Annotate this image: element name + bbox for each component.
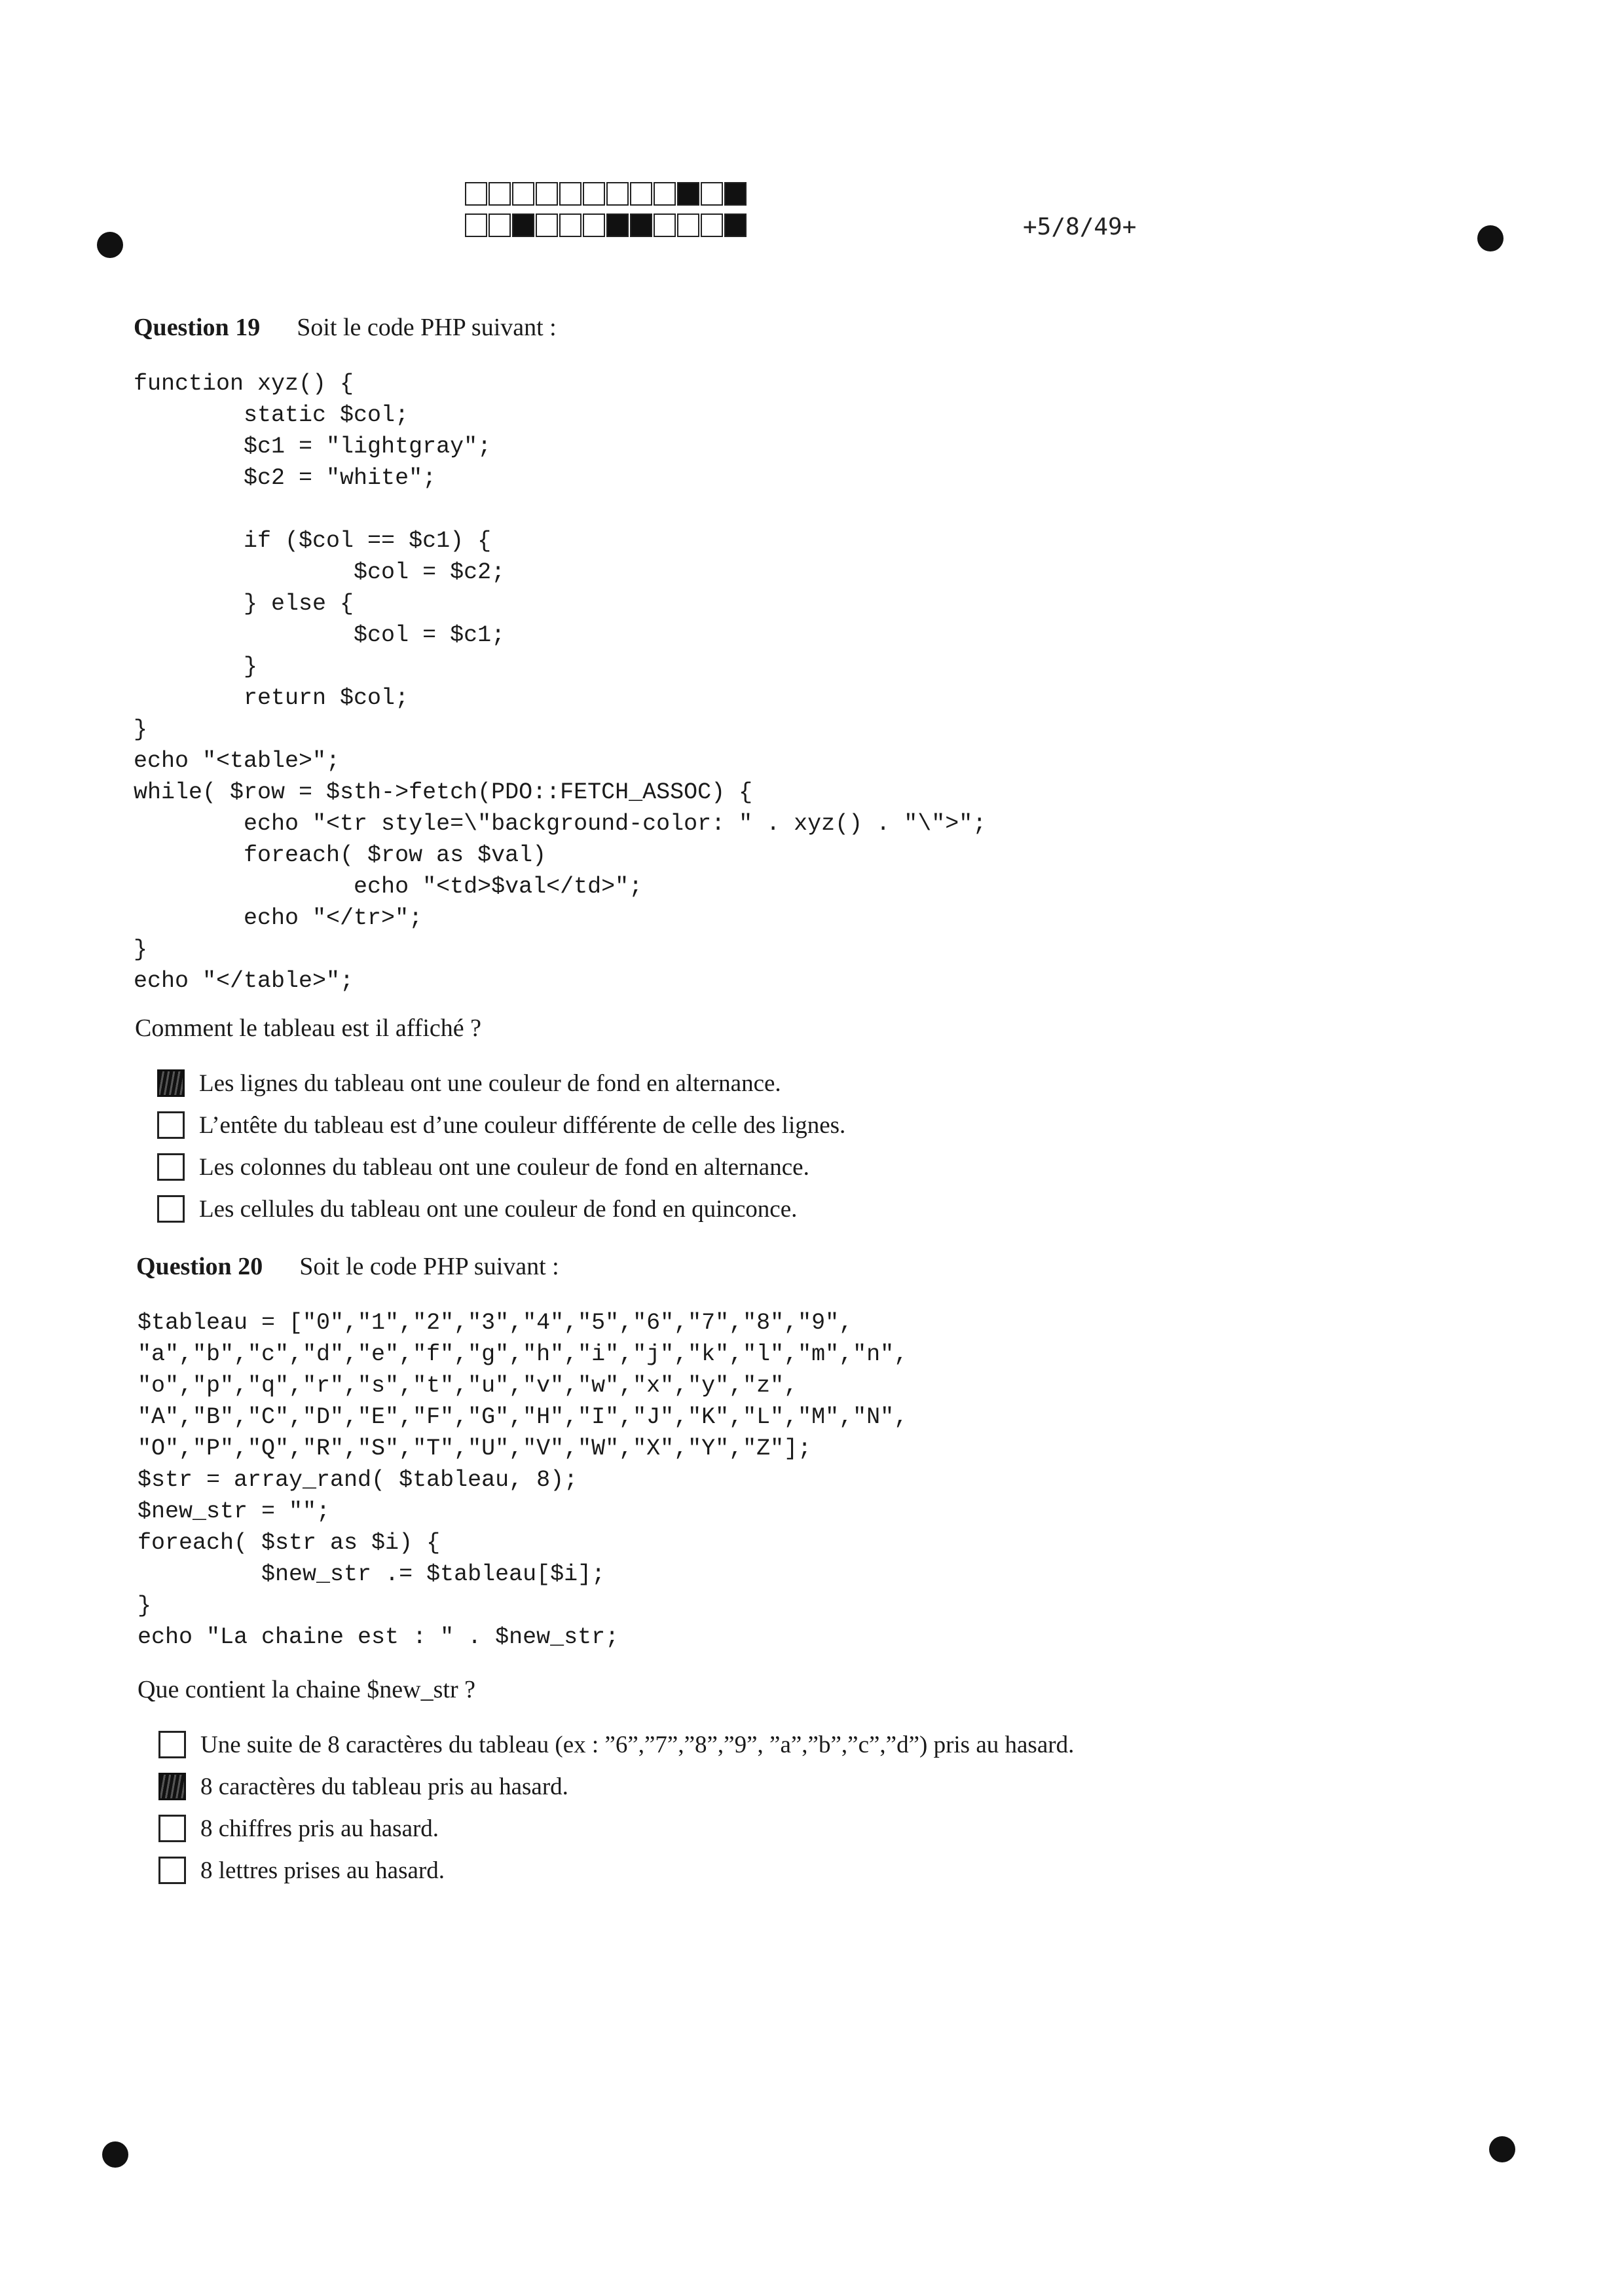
registration-mark-bottom-left (102, 2141, 128, 2168)
question-20-heading (136, 1252, 559, 1281)
question-20-number: Question 20 (136, 1253, 263, 1280)
page-barcode-grid (465, 182, 748, 245)
question-19-prompt: Comment le tableau est il affiché ? (135, 1014, 481, 1042)
question-20-answer-4 (158, 1849, 1074, 1891)
checkbox-icon[interactable] (157, 1111, 185, 1139)
question-20-code: $tableau = ["0","1","2","3","4","5","6","7","8","9", "a","b","c","d","e","f","g","h","i","j","k","l","m","n", "o","p","q","r","s","t","u","v","w","x","y","z", "A","B","C","D","E","F","G","H","I","J","K","L","M","N", "O","P","Q","R","S","T","U","V","W","X","Y","Z"]; $str = array_rand( $tableau, 8); $new_str = ""; foreach( $str as $i) { $new_str .= $tableau[$i]; } echo "La chaine est : " . $new_str; (138, 1310, 908, 1650)
answer-label: Les colonnes du tableau ont une couleur de fond en alternance. (199, 1153, 809, 1181)
barcode-cell (583, 213, 605, 237)
barcode-cell (512, 182, 534, 206)
registration-mark-top-right (1477, 225, 1504, 251)
question-19-answer-2 (157, 1104, 845, 1146)
barcode-row (465, 213, 748, 240)
barcode-cell (465, 213, 487, 237)
barcode-cell (677, 182, 699, 206)
barcode-cell (536, 213, 558, 237)
question-19-heading (134, 313, 557, 342)
barcode-cell (654, 213, 676, 237)
barcode-cell (724, 182, 747, 206)
barcode-cell (654, 182, 676, 206)
question-19-number: Question 19 (134, 314, 261, 341)
answer-label: 8 lettres prises au hasard. (200, 1857, 445, 1884)
answer-label: 8 caractères du tableau pris au hasard. (200, 1773, 568, 1800)
question-20-answers (158, 1724, 1074, 1891)
barcode-cell (606, 213, 629, 237)
question-19-code: function xyz() { static $col; $c1 = "lightgray"; $c2 = "white"; if ($col == $c1) { $col = $c2; } else { $col = $c1; } return $col; } echo "<table>"; while( $row = $sth->fetch(PDO::FETCH_ASSOC) { echo "<tr style=\"background-color: " . xyz() . "\">"; foreach( $row as $val) echo "<td>$val</td>"; echo "</tr>"; } echo "</table>"; (134, 371, 987, 994)
checkbox-icon[interactable] (157, 1153, 185, 1181)
checkbox-icon[interactable] (157, 1195, 185, 1223)
question-20-answer-2 (158, 1766, 1074, 1807)
question-19-intro: Soit le code PHP suivant : (297, 314, 557, 341)
answer-label: Les cellules du tableau ont une couleur de fond en quinconce. (199, 1195, 798, 1223)
question-19-answer-3 (157, 1146, 845, 1188)
question-20-intro: Soit le code PHP suivant : (299, 1253, 559, 1280)
barcode-cell (677, 213, 699, 237)
checkbox-icon[interactable] (158, 1731, 186, 1758)
checkbox-icon[interactable] (157, 1069, 185, 1097)
barcode-cell (559, 182, 581, 206)
answer-label: 8 chiffres pris au hasard. (200, 1815, 439, 1842)
checkbox-icon[interactable] (158, 1773, 186, 1800)
barcode-cell (701, 213, 723, 237)
registration-mark-bottom-right (1489, 2136, 1515, 2162)
answer-label: Une suite de 8 caractères du tableau (ex : ”6”,”7”,”8”,”9”, ”a”,”b”,”c”,”d”) pris au hasard. (200, 1731, 1075, 1758)
checkbox-icon[interactable] (158, 1857, 186, 1884)
answer-label: L’entête du tableau est d’une couleur différente de celle des lignes. (199, 1111, 846, 1139)
question-20-answer-3 (158, 1807, 1074, 1849)
checkbox-icon[interactable] (158, 1815, 186, 1842)
barcode-cell (630, 182, 652, 206)
barcode-cell (489, 213, 511, 237)
question-19-answer-4 (157, 1188, 845, 1230)
barcode-row (465, 182, 748, 208)
barcode-cell (630, 213, 652, 237)
barcode-cell (559, 213, 581, 237)
barcode-cell (489, 182, 511, 206)
barcode-cell (701, 182, 723, 206)
barcode-cell (512, 213, 534, 237)
question-20-prompt: Que contient la chaine $new_str ? (138, 1676, 475, 1703)
registration-mark-top-left (97, 232, 123, 258)
barcode-cell (536, 182, 558, 206)
barcode-cell (583, 182, 605, 206)
page-id: +5/8/49+ (1023, 213, 1137, 240)
question-20-answer-1 (158, 1724, 1074, 1766)
question-19-answer-1 (157, 1062, 845, 1104)
barcode-cell (724, 213, 747, 237)
question-19-answers (157, 1062, 845, 1230)
barcode-cell (606, 182, 629, 206)
barcode-cell (465, 182, 487, 206)
answer-label: Les lignes du tableau ont une couleur de fond en alternance. (199, 1069, 781, 1097)
